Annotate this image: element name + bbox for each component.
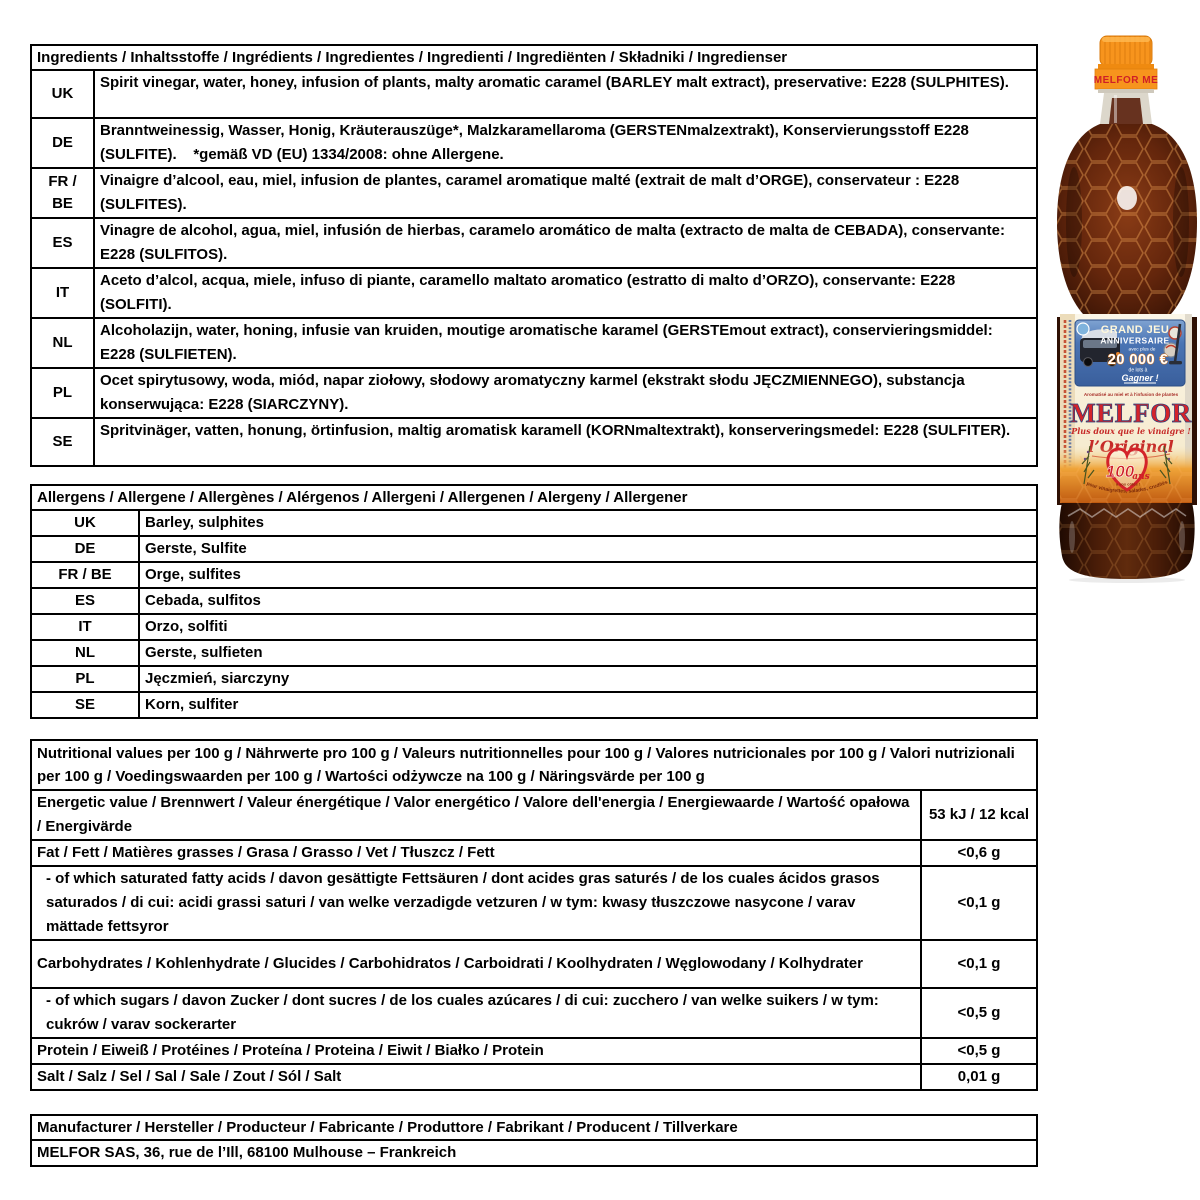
table-row: [31, 940, 1037, 988]
table-row: [31, 588, 1037, 614]
allergens-header: Allergens / Allergene / Allergènes / Alérgenos / Allergeni / Allergenen / Alergeny / Allergener: [31, 485, 1037, 510]
anniversary-banner: [1075, 320, 1185, 386]
allergens-text-cell: Gerste, sulfieten: [139, 640, 1037, 666]
nutrient-label: - of which saturated fatty acids / davon gesättigte Fettsäuren / dont acides gras saturés / de los cuales ácidos grasos saturados / di cui: acidi grassi saturi / van welke verzadigde vetzuren / w tym: kwasy tłuszczowe nasycone / varav mättade fettsyror: [31, 866, 921, 940]
label-tagline: Plus doux que le vinaigre !: [1071, 426, 1191, 436]
table-header-row: [31, 1115, 1037, 1140]
manufacturer-header: Manufacturer / Hersteller / Producteur / Fabricante / Produttore / Fabrikant / Producent / Tillverkare: [31, 1115, 1037, 1140]
allergens-text-cell: Korn, sulfiter: [139, 692, 1037, 718]
lang-cell: PL: [31, 666, 139, 692]
allergens-table: [30, 484, 1038, 719]
banner-smalltext: avec plus de: [1128, 347, 1156, 353]
ingredients-table: [30, 44, 1038, 467]
banner-smalltext2: de lots à: [1128, 367, 1148, 374]
lang-cell: DE: [31, 536, 139, 562]
nutrient-value: <0,5 g: [921, 1038, 1037, 1064]
ingredients-text-cell: Vinaigre d’alcool, eau, miel, infusion de plantes, caramel aromatique malté (extrait de malt d’ORGE), conservateur : E228 (SULFITES).: [94, 168, 1037, 218]
allergens-text-cell: Cebada, sulfitos: [139, 588, 1037, 614]
lang-cell: UK: [31, 70, 94, 118]
table-row: [31, 614, 1037, 640]
ingredients-text-cell: Branntweinessig, Wasser, Honig, Kräuterauszüge*, Malzkaramellaroma (GERSTENmalzextrakt), Konservierungsstoff E228 (SULFITE). *gemäß VD (EU) 1334/2008: ohne Allergene.: [94, 118, 1037, 168]
table-row: [31, 692, 1037, 718]
table-header-row: [31, 45, 1037, 70]
ingredients-text-cell: Spritvinäger, vatten, honung, örtinfusion, maltig aromatisk karamell (KORNmaltextrakt), konserveringsmedel: E228 (SULFITER).: [94, 418, 1037, 466]
nutrient-value: 0,01 g: [921, 1064, 1037, 1090]
table-row: [31, 118, 1037, 168]
ingredients-header: Ingredients / Inhaltsstoffe / Ingrédients / Ingredientes / Ingredienti / Ingrediënten / Składniki / Ingredienser: [31, 45, 1037, 70]
nutrient-label: Salt / Salz / Sel / Sal / Sale / Zout / Sól / Salt: [31, 1064, 921, 1090]
nutrient-value: <0,6 g: [921, 840, 1037, 866]
table-row: [31, 268, 1037, 318]
table-header-row: [31, 740, 1037, 790]
allergens-text-cell: Orzo, solfiti: [139, 614, 1037, 640]
brand-wordmark: MELFOR: [1070, 398, 1192, 428]
table-row: [31, 790, 1037, 840]
lang-cell: ES: [31, 218, 94, 268]
table-row: [31, 218, 1037, 268]
table-row: [31, 988, 1037, 1038]
lang-cell: FR / BE: [31, 168, 94, 218]
nutrition-table: [30, 739, 1038, 1091]
lang-cell: UK: [31, 510, 139, 536]
table-row: [31, 70, 1037, 118]
nutrient-label: Energetic value / Brennwert / Valeur énergétique / Valor energético / Valore dell'energia / Energiewaarde / Wartość opałowa / Energivärde: [31, 790, 921, 840]
table-row: [31, 418, 1037, 466]
table-row: [31, 866, 1037, 940]
bottle-shoulder: [1057, 124, 1197, 319]
lang-cell: NL: [31, 640, 139, 666]
table-row: [31, 168, 1037, 218]
allergens-text-cell: Orge, sulfites: [139, 562, 1037, 588]
banner-amount: 20 000 €: [1107, 352, 1169, 368]
table-row: [31, 510, 1037, 536]
nutrient-value: <0,1 g: [921, 866, 1037, 940]
banner-subtitle: ANNIVERSAIRE: [1100, 335, 1170, 346]
table-row: [31, 1064, 1037, 1090]
ingredients-text-cell: Ocet spirytusowy, woda, miód, napar ziołowy, słodowy aromatyczny karmel (ekstrakt słodu JĘCZMIENNEGO), substancja konserwująca: E228 (SIARCZYNY).: [94, 368, 1037, 418]
nutrient-label: Carbohydrates / Kohlenhydrate / Glucides / Carbohidratos / Carboidrati / Koolhydraten / Węglowodany / Kolhydrater: [31, 940, 921, 988]
ingredients-text-cell: Spirit vinegar, water, honey, infusion of plants, malty aromatic caramel (BARLEY malt extract), preservative: E228 (SULPHITES).: [94, 70, 1037, 118]
nutrient-label: - of which sugars / davon Zucker / dont sucres / de los cuales azúcares / di cui: zucchero / van welke suikers / w tym: cukrów / varav sockerarter: [31, 988, 921, 1038]
ingredients-text-cell: Alcoholazijn, water, honing, infusie van kruiden, moutige aromatische karamel (GERSTEmout extract), conservieringsmiddel: E228 (SULFIETEN).: [94, 318, 1037, 368]
label-subtitle: Aromatisé au miel et à l'infusion de plantes: [1083, 392, 1179, 397]
table-row: [31, 666, 1037, 692]
table-row: [31, 536, 1037, 562]
allergens-text-cell: Barley, sulphites: [139, 510, 1037, 536]
banner-gagner: Gagner !: [1121, 373, 1159, 383]
bottle-neck: [1098, 89, 1154, 124]
label-bottom: [1060, 446, 1192, 503]
lang-cell: FR / BE: [31, 562, 139, 588]
lang-cell: IT: [31, 268, 94, 318]
lang-cell: PL: [31, 368, 94, 418]
lang-cell: NL: [31, 318, 94, 368]
table-header-row: [31, 485, 1037, 510]
ingredients-text-cell: Aceto d’alcol, acqua, miele, infuso di piante, caramello maltato aromatico (estratto di malto d’ORZO), conservante: E228 (SOLFITI).: [94, 268, 1037, 318]
bottle-base: [1059, 503, 1194, 583]
nutrient-value: <0,1 g: [921, 940, 1037, 988]
lang-cell: SE: [31, 418, 94, 466]
table-row: [31, 562, 1037, 588]
lang-cell: DE: [31, 118, 94, 168]
table-row: [31, 840, 1037, 866]
anniversary-suffix: ans: [1132, 472, 1150, 482]
allergens-text-cell: Jęczmień, siarczyny: [139, 666, 1037, 692]
cap-band-text: MELFOR ME: [1093, 75, 1159, 86]
cap-band: [1094, 69, 1159, 89]
allergens-text-cell: Gerste, Sulfite: [139, 536, 1037, 562]
table-row: [31, 1140, 1037, 1166]
table-row: [31, 368, 1037, 418]
lang-cell: SE: [31, 692, 139, 718]
nutrition-header: Nutritional values per 100 g / Nährwerte pro 100 g / Valeurs nutritionnelles pour 100 g / Valores nutricionales por 100 g / Valori nutrizionali per 100 g / Voedingswaarden per 100 g / Wartości odżywcze na 100 g / Näringsvärde per 100 g: [31, 740, 1037, 790]
product-label: [1060, 314, 1192, 503]
table-row: [31, 1038, 1037, 1064]
ingredients-text-cell: Vinagre de alcohol, agua, miel, infusión de hierbas, caramelo aromático de malta (extracto de malta de CEBADA), conservante: E228 (SULFITOS).: [94, 218, 1037, 268]
table-row: [31, 640, 1037, 666]
lang-cell: IT: [31, 614, 139, 640]
anniversary-number: 100: [1105, 462, 1135, 481]
nutrient-label: Protein / Eiweiß / Protéines / Proteína / Proteina / Eiwit / Białko / Protein: [31, 1038, 921, 1064]
banner-title: GRAND JEU: [1100, 324, 1170, 336]
manufacturer-address: MELFOR SAS, 36, rue de l’Ill, 68100 Mulhouse – Frankreich: [31, 1140, 1037, 1166]
bottle-cap: [1098, 36, 1154, 69]
heart-caption: à vos côtés !: [1115, 481, 1141, 487]
nutrient-value: <0,5 g: [921, 988, 1037, 1038]
lang-cell: ES: [31, 588, 139, 614]
usage-curved-text: pour vinaigrettes, salades, crudités: [1085, 479, 1169, 495]
manufacturer-table: [30, 1114, 1038, 1167]
nutrient-value: 53 kJ / 12 kcal: [921, 790, 1037, 840]
table-row: [31, 318, 1037, 368]
nutrient-label: Fat / Fett / Matières grasses / Grasa / Grasso / Vet / Tłuszcz / Fett: [31, 840, 921, 866]
product-bottle-image: [1054, 32, 1200, 584]
